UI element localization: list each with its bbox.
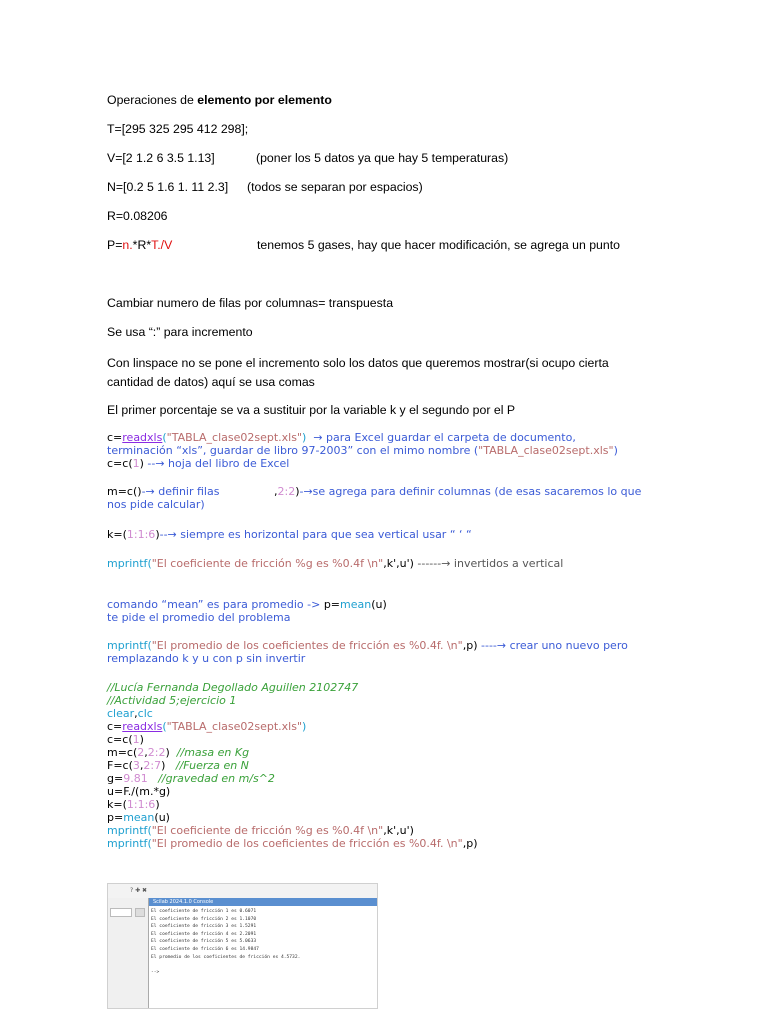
code-token: "El promedio de los coeficientes de fricción es %0.4f. \n" [151,639,463,652]
n-comment: (todos se separan por espacios) [247,180,423,194]
code-token: clear [107,707,135,720]
heading [107,93,332,107]
explain-mean-2 [107,611,290,624]
file-browser-pane [108,898,149,1008]
code-token: ) [137,485,142,498]
code-token: m=c( [107,746,138,759]
console-toolbar-icons: ? ✚ ✖ [130,887,148,894]
code-token: --→ hoja del libro de Excel [147,457,290,470]
code-readxls [107,720,306,733]
code-token: mprintf [107,837,148,850]
console-line: El promedio de los coeficientes de fricción es 4.5732. [151,954,301,960]
increment-note: Se usa “:” para incremento [107,325,253,339]
code-token: "TABLA_clase02sept.xls" [478,444,614,457]
code-token: mprintf [107,557,148,570]
code-token: k=( [107,528,127,541]
code-token: //Lucía Fernanda Degollado Aguillen 2102747 [107,681,359,694]
code-token: 2 [137,746,145,759]
code-token: //Actividad 5;ejercicio 1 [107,694,237,707]
code-token: ( [147,557,152,570]
code-token: //gravedad en m/s^2 [147,772,275,785]
explain-mprintf-1 [107,557,563,570]
t-line: T=[295 325 295 412 298]; [107,122,249,136]
v-comment: (poner los 5 datos ya que hay 5 temperaturas) [256,151,509,165]
transpose-note: Cambiar numero de filas por columnas= transpuesta [107,296,394,310]
code-token: 2:2 [147,746,166,759]
percent-note: El primer porcentaje se va a sustituir por la variable k y el segundo por el P [107,403,516,417]
browse-icon [135,908,145,917]
explain-rows [107,485,219,498]
code-token: c= [107,431,123,444]
code-token: (u) [371,598,387,611]
explain-readxls-2 [107,444,618,457]
code-token: ,p) [462,639,481,652]
console-line: El coeficiente de fricción 4 es 2.2091 [151,931,257,937]
r-line: R=0.08206 [107,209,168,223]
code-token: u=F./(m.*g) [107,785,171,798]
code-token: , [144,746,148,759]
code-token: ----→ crear uno nuevo pero [481,639,628,652]
code-comment-author [107,681,358,694]
code-token: 2:2 [277,485,296,498]
code-token: → para Excel guardar el carpeta de documento, [306,431,576,444]
code-token: 1 [132,457,140,470]
code-token: readxls [122,431,163,444]
code-token: 1:1:6 [126,798,156,811]
code-force [107,759,249,772]
code-token: ) [155,798,160,811]
code-token: ------→ invertidos a vertical [417,557,564,570]
code-token: mprintf [107,639,148,652]
code-token: 3 [132,759,140,772]
code-token: F=c( [107,759,133,772]
code-token: "El coeficiente de fricción %g es %0.4f \n" [151,824,384,837]
explain-k [107,528,472,541]
explain-sheet [107,457,289,470]
code-sheet [107,733,144,746]
code-token: ) [155,528,160,541]
code-token: clc [137,707,153,720]
code-token: "TABLA_clase02sept.xls" [166,720,303,733]
explain-mprintf-2 [107,639,628,652]
code-token: c=c( [107,457,133,470]
code-comment-activity [107,694,236,707]
code-token: -→se agrega para definir columnas (de esas sacaremos lo que [299,485,642,498]
code-token: ( [147,639,152,652]
code-token: remplazando k y u con p sin invertir [107,652,306,665]
code-mprintf-1 [107,824,414,837]
code-token: ( [147,824,152,837]
explain-cols-2 [107,498,205,511]
console-line: --> [151,969,160,975]
code-token: -→ definir filas [141,485,220,498]
code-token: "TABLA_clase02sept.xls" [166,431,303,444]
code-gravity [107,772,275,785]
code-token: --→ siempre es horizontal para que sea vertical usar “ ‘ “ [159,528,472,541]
code-token: ,k',u') [383,824,414,837]
code-token: , [134,707,138,720]
heading-bold: elemento por elemento [197,93,332,107]
heading-prefix: Operaciones de [107,93,198,107]
p-line-a: P= [107,238,123,252]
console-title: Scilab 2024.1.0 Console [153,899,214,905]
code-token: terminación “xls”, guardar de libro 97-2003” con el mimo nombre ( [107,444,479,457]
code-token: nos pide calcular) [107,498,205,511]
code-mprintf-2 [107,837,478,850]
linspace-note: Con linspace no se pone el incremento solo los datos que queremos mostrar(si ocupo cierta cantidad de datos) aquí se usa comas [107,356,609,389]
code-token: ( [147,837,152,850]
code-token: g= [107,772,124,785]
code-token: ,k',u') [383,557,418,570]
code-token: c= [107,720,123,733]
explain-readxls [107,431,576,444]
explain-mean [107,598,387,611]
code-mean [107,811,170,824]
code-token: m=c( [107,485,138,498]
p-line [107,238,172,252]
p-line-d: T./V [151,238,173,252]
console-screenshot [107,883,378,1009]
code-token: readxls [122,720,163,733]
explain-cols [274,485,641,498]
console-line: El coeficiente de fricción 2 es 1.1070 [151,916,257,922]
console-output [149,906,377,1008]
code-token: ) [165,746,177,759]
code-clear [107,707,153,720]
explain-mprintf-2b [107,652,305,665]
code-token: , [274,485,278,498]
console-line: El coeficiente de fricción 6 es 14.9847 [151,947,259,952]
code-token: //Fuerza en N [175,759,249,772]
code-token: 9.81 [123,772,148,785]
p-comment: tenemos 5 gases, hay que hacer modificación, se agrega un punto [257,238,620,252]
code-token: , [139,759,144,772]
code-token: ) [139,733,144,746]
code-token: ) [295,485,300,498]
code-token: //masa en Kg [176,746,250,759]
code-token: ,p) [462,837,478,850]
code-token: ) [302,431,307,444]
code-token: "El promedio de los coeficientes de fricción es %0.4f. \n" [151,837,463,850]
console-line: El coeficiente de fricción 3 es 1.5291 [151,924,257,930]
code-token: 1:1:6 [126,528,156,541]
code-token: 1 [132,733,140,746]
code-token: comando “mean” es para promedio -> [107,598,324,611]
code-token: (u) [154,811,170,824]
code-token: "El coeficiente de fricción %g es %0.4f \n" [151,557,384,570]
console-line: El coeficiente de fricción 1 es 0.6071 [151,909,257,914]
code-token: ) [302,720,307,733]
code-u [107,785,170,798]
code-k [107,798,160,811]
code-token: ) [613,444,618,457]
code-token: p= [323,598,341,611]
code-token: ( [162,720,167,733]
code-token: ( [162,431,167,444]
v-line: V=[2 1.2 6 3.5 1.13] [107,151,215,165]
console-line: El coeficiente de fricción 5 es 5.0633 [151,939,257,945]
code-token: te pide el promedio del problema [107,611,291,624]
n-line: N=[0.2 5 1.6 1. 11 2.3] [107,180,229,194]
code-mass [107,746,249,759]
p-line-c: *R* [132,238,152,252]
directory-select [110,908,132,917]
code-token: c=c( [107,733,133,746]
code-token: ) [139,457,148,470]
code-token: mean [123,811,155,824]
code-token: 2:7 [143,759,162,772]
code-token: k=( [107,798,127,811]
code-token: mprintf [107,824,148,837]
code-token: mean [340,598,372,611]
code-token: ) [161,759,176,772]
p-line-b: n. [122,238,133,252]
code-token: p= [107,811,124,824]
